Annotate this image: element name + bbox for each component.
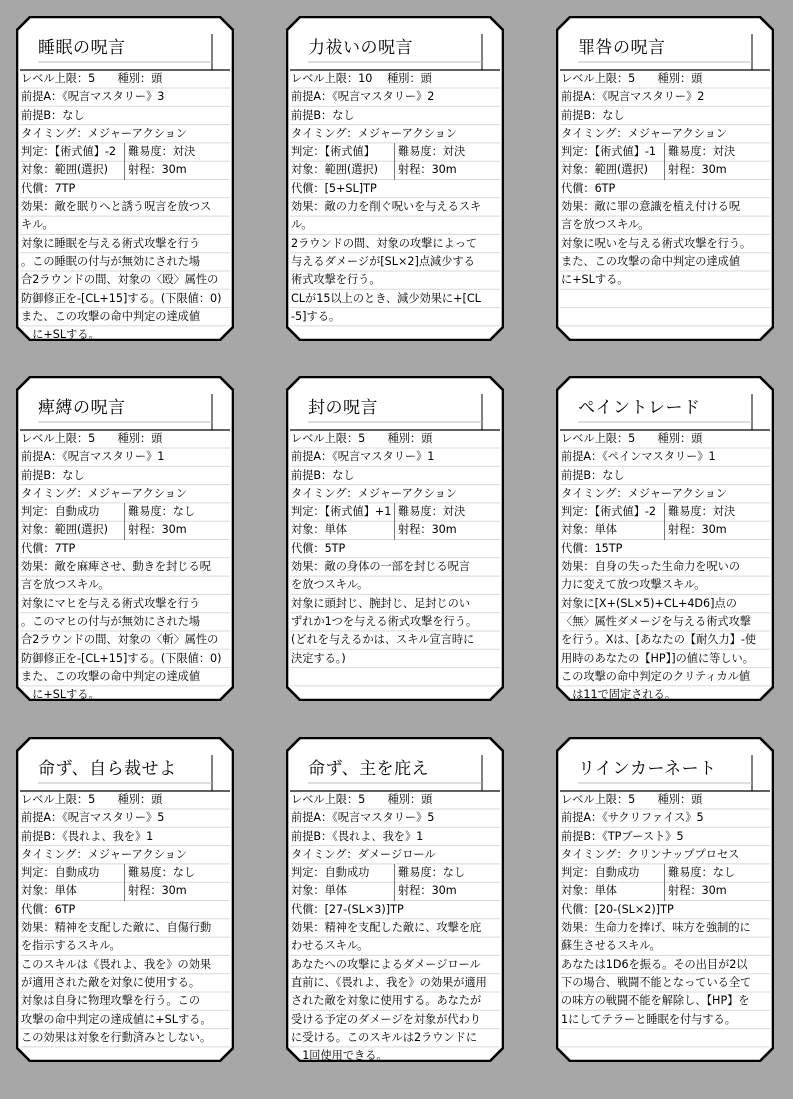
card-line-right: 難易度：対決 — [664, 503, 735, 521]
card-line: 合2ラウンドの間、対象の〈斬〉属性の — [21, 633, 219, 647]
card-line: 力に変えて放つ攻撃スキル。 — [561, 578, 706, 592]
card-line: 前提B：なし — [21, 108, 85, 122]
card-line: 。この睡眠の付与が無効にされた場 — [21, 254, 201, 268]
card-line: 1にしてテラーと睡眠を付与する。 — [561, 1012, 736, 1026]
card-line — [290, 161, 500, 179]
card-line: 効果：敵を麻痺させ、動きを封じる呪 — [21, 560, 211, 574]
card-line: ずれか1つを与える術式攻撃を行う。 — [291, 614, 478, 628]
card-line-right: 難易度：なし — [124, 503, 195, 521]
card-line: タイミング：メジャーアクション — [21, 126, 188, 140]
card-line: に+SLする。 — [21, 688, 100, 702]
card-line: 対象に[X+(SL×5)+CL+4D6]点の — [561, 596, 737, 610]
card-title: 睡眠の呪言 — [38, 38, 126, 58]
card-line-right: 射程：30m — [124, 521, 187, 539]
card-line — [290, 143, 500, 161]
card-line: 与えるダメージが[SL×2]点減少する — [291, 254, 475, 268]
card-line: 下の場合、戦闘不能となっている全て — [561, 975, 752, 989]
card-line: レベル上限：10 種別：頭 — [291, 72, 432, 85]
card-line: 〈無〉属性ダメージを与える術式攻撃 — [561, 614, 751, 628]
card-line: 代償：[20-(SL×2)]TP — [561, 902, 674, 916]
card-line: 言を放つスキル。 — [21, 578, 110, 592]
card-line: 決定する。) — [291, 651, 346, 665]
card-line: が適用された敵を対象に使用する。 — [21, 975, 201, 989]
card-line: キル。 — [21, 218, 54, 232]
card-line: 効果：敵に罪の意識を植え付ける呪 — [561, 200, 741, 214]
skill-card — [286, 16, 504, 341]
card-line: 前提B：なし — [291, 468, 355, 482]
card-line: 前提A：《呪言マスタリー》1 — [21, 450, 165, 464]
card-line-left: 対象：単体 — [561, 523, 617, 537]
card-line — [290, 882, 500, 900]
card-line: このスキルは《畏れよ、我を》の効果 — [21, 957, 212, 971]
card-line — [290, 326, 500, 344]
card-line: レベル上限：5 種別：頭 — [21, 793, 163, 806]
card-line: 効果：敵の身体の一部を封じる呪言 — [291, 560, 471, 574]
card-line: あなたは1D6を振る。その出目が2以 — [561, 957, 748, 971]
card-line-left: 対象：範囲(選択) — [291, 163, 379, 177]
card-line-left: 判定：【術式値】-2 — [21, 145, 117, 159]
card-line: 前提A：《呪言マスタリー》5 — [21, 811, 165, 825]
card-line: わせるスキル。 — [291, 939, 369, 953]
card-line: (どれを与えるかは、スキル宣言時に — [291, 633, 475, 647]
card-line: レベル上限：5 種別：頭 — [561, 432, 703, 445]
card-line-right: 難易度：対決 — [394, 503, 465, 521]
card-line: タイミング：メジャーアクション — [291, 126, 458, 140]
card-line: 代償：6TP — [561, 181, 616, 195]
card-line — [290, 864, 500, 882]
card-line-left: 対象：範囲(選択) — [561, 163, 649, 177]
card-body — [20, 430, 230, 704]
card-body — [290, 430, 500, 704]
card-line: 効果：自身の失った生命力を呪いの — [561, 560, 741, 574]
skill-card — [556, 16, 774, 341]
card-line — [20, 503, 230, 521]
skill-card — [16, 737, 234, 1062]
card-line: を指示するスキル。 — [21, 939, 121, 953]
card-line: 対象は自身に物理攻撃を行う。この — [21, 994, 201, 1008]
card-title: ペイントレード — [578, 398, 701, 418]
card-line: 効果：精神を支配した敵に、攻撃を庇 — [291, 921, 482, 935]
card-line: 効果：敵の力を削ぐ呪いを与えるスキ — [291, 200, 482, 214]
skill-card — [556, 737, 774, 1062]
card-line — [20, 521, 230, 539]
card-line: に+SLする。 — [21, 328, 100, 342]
card-line: 対象に睡眠を与える術式攻撃を行う — [21, 236, 201, 250]
skill-card — [556, 376, 774, 701]
card-line: を放つスキル。 — [291, 578, 369, 592]
card-line: レベル上限：5 種別：頭 — [291, 793, 433, 806]
card-line: タイミング：メジャーアクション — [561, 126, 728, 140]
card-line-left: 対象：単体 — [291, 523, 347, 537]
card-line: の味方の戦闘不能を解除し、【HP】を — [561, 994, 750, 1008]
card-line — [560, 503, 770, 521]
card-line: 効果：生命力を捧げ、味方を強制的に — [561, 921, 751, 935]
card-line: 前提A：《呪言マスタリー》2 — [561, 90, 705, 104]
card-title: 命ず、主を庇え — [308, 759, 430, 779]
card-line: 2ラウンドの間、対象の攻撃によって — [291, 236, 478, 250]
card-title: リインカーネート — [578, 759, 717, 779]
card-line — [20, 1047, 230, 1065]
card-body — [20, 70, 230, 344]
card-body — [560, 791, 770, 1065]
card-line-right: 射程：30m — [394, 161, 457, 179]
card-line: に+SLする。 — [561, 273, 629, 287]
card-line-right: 射程：30m — [394, 882, 457, 900]
card-line: -5]する。 — [291, 309, 341, 323]
card-title: 力祓いの呪言 — [308, 38, 413, 58]
card-line — [560, 161, 770, 179]
card-line — [560, 143, 770, 161]
card-line: タイミング：メジャーアクション — [561, 486, 728, 500]
card-line: レベル上限：5 種別：頭 — [561, 793, 703, 806]
card-line: 前提A：《サクリファイス》5 — [561, 811, 704, 825]
card-line — [290, 686, 500, 704]
card-line: された敵を対象に使用する。あなたが — [291, 994, 482, 1008]
card-line: また、この攻撃の命中判定の達成値 — [561, 254, 741, 268]
card-line — [560, 864, 770, 882]
card-line — [560, 1029, 770, 1047]
card-line: レベル上限：5 種別：頭 — [21, 432, 163, 445]
card-line: 前提B：なし — [291, 108, 355, 122]
card-title: 封の呪言 — [308, 398, 378, 418]
card-line: また、この攻撃の命中判定の達成値 — [21, 669, 201, 683]
card-line-right: 難易度：対決 — [394, 143, 465, 161]
card-line-left: 判定：【術式値】+1 — [291, 505, 392, 519]
card-body — [20, 791, 230, 1065]
card-line: 1回使用できる。 — [291, 1049, 388, 1063]
card-line: 代償：7TP — [21, 181, 76, 195]
card-line-left: 判定：【術式値】 — [291, 145, 375, 159]
card-line — [560, 308, 770, 326]
card-line: 攻撃の命中判定の達成値に+SLする。 — [21, 1012, 212, 1026]
card-line: 合2ラウンドの間、対象の〈殴〉属性の — [21, 273, 219, 287]
card-line: 代償：7TP — [21, 541, 76, 555]
card-line-right: 難易度：対決 — [664, 143, 735, 161]
card-line-right: 難易度：なし — [664, 864, 735, 882]
card-line-left: 判定：自動成功 — [291, 866, 370, 880]
card-line — [560, 882, 770, 900]
skill-card — [286, 737, 504, 1062]
card-line-right: 射程：30m — [124, 161, 187, 179]
card-line — [290, 668, 500, 686]
card-line: レベル上限：5 種別：頭 — [561, 72, 703, 85]
skill-card — [286, 376, 504, 701]
card-line-right: 難易度：対決 — [124, 143, 195, 161]
card-body — [290, 70, 500, 344]
card-line: 前提A：《呪言マスタリー》1 — [291, 450, 435, 464]
card-line: タイミング：メジャーアクション — [21, 486, 188, 500]
card-line: 前提A：《呪言マスタリー》5 — [291, 811, 435, 825]
card-line: 代償：[5+SL]TP — [291, 181, 377, 195]
card-line — [20, 161, 230, 179]
card-line: 直前に、《畏れよ、我を》の効果が適用 — [291, 975, 487, 989]
card-line-left: 対象：範囲(選択) — [21, 523, 109, 537]
card-line — [560, 290, 770, 308]
card-line: 前提A：《ペインマスタリー》1 — [561, 450, 716, 464]
card-line — [290, 503, 500, 521]
card-line: 防御修正を-[CL+15]する。(下限値：0) — [21, 291, 222, 305]
card-line: 。このマヒの付与が無効にされた場 — [21, 614, 201, 628]
card-line: 代償：[27-(SL×3)]TP — [291, 902, 404, 916]
card-line: タイミング：メジャーアクション — [21, 847, 188, 861]
card-line: 前提B：《畏れよ、我を》1 — [21, 829, 154, 843]
card-line: タイミング：メジャーアクション — [291, 486, 458, 500]
card-line: 代償：15TP — [561, 541, 623, 555]
card-line-right: 難易度：なし — [394, 864, 465, 882]
card-line: 効果：敵を眠りへと誘う呪言を放つス — [21, 200, 212, 214]
card-line: 対象に呪いを与える術式攻撃を行う。 — [561, 236, 752, 250]
card-line: 蘇生させるスキル。 — [561, 939, 661, 953]
card-line: レベル上限：5 種別：頭 — [21, 72, 163, 85]
card-line — [560, 521, 770, 539]
card-line: は11で固定される。 — [561, 688, 676, 702]
card-line: タイミング：ダメージロール — [291, 847, 436, 861]
card-line: また、この攻撃の命中判定の達成値 — [21, 309, 201, 323]
card-line: 対象にマヒを与える術式攻撃を行う — [21, 596, 201, 610]
card-line-left: 判定：自動成功 — [21, 505, 100, 519]
card-line-left: 対象：単体 — [291, 884, 347, 898]
card-line-right: 射程：30m — [664, 882, 727, 900]
card-line: あなたへの攻撃によるダメージロール — [291, 957, 481, 971]
card-line-left: 対象：単体 — [21, 884, 77, 898]
card-line: レベル上限：5 種別：頭 — [291, 432, 433, 445]
card-line: 効果：精神を支配した敵に、自傷行動 — [21, 921, 212, 935]
card-line-left: 対象：単体 — [561, 884, 617, 898]
card-line — [560, 326, 770, 344]
card-line: この効果は対象を行動済みとしない。 — [21, 1030, 212, 1044]
card-line — [560, 1047, 770, 1065]
card-line: 前提A：《呪言マスタリー》2 — [291, 90, 435, 104]
skill-card — [16, 376, 234, 701]
card-line: 用時のあなたの【HP】]の値に等しい。 — [561, 651, 754, 665]
card-body — [290, 791, 500, 1065]
card-line-right: 射程：30m — [664, 161, 727, 179]
card-line: 前提B：《畏れよ、我を》1 — [291, 829, 424, 843]
card-line-right: 射程：30m — [124, 882, 187, 900]
card-line: 前提B：なし — [21, 468, 85, 482]
card-line: 対象に頭封じ、腕封じ、足封じのい — [291, 596, 471, 610]
card-line: CLが15以上のとき、減少効果に+[CL — [291, 291, 481, 305]
card-line: 前提A：《呪言マスタリー》3 — [21, 90, 165, 104]
card-line: 受ける予定のダメージを対象が代わり — [291, 1012, 481, 1026]
card-line: 代償：5TP — [291, 541, 346, 555]
card-line: 術式攻撃を行う。 — [291, 273, 381, 287]
card-line: この攻撃の命中判定のクリティカル値 — [561, 669, 751, 683]
card-title: 痺縛の呪言 — [38, 398, 126, 418]
card-line — [20, 864, 230, 882]
card-line-left: 判定：【術式値】-2 — [561, 505, 657, 519]
card-line-right: 射程：30m — [394, 521, 457, 539]
card-line-right: 難易度：なし — [124, 864, 195, 882]
card-line: ル。 — [291, 218, 313, 232]
card-line: 言を放つスキル。 — [561, 218, 650, 232]
card-line: 前提B：《TPブースト》5 — [561, 829, 684, 843]
skill-card — [16, 16, 234, 341]
card-line-left: 判定：自動成功 — [561, 866, 640, 880]
card-line — [20, 882, 230, 900]
card-body — [560, 430, 770, 704]
card-line: を行う。Xは、[あなたの【耐久力】-使 — [561, 633, 757, 647]
card-line-right: 射程：30m — [664, 521, 727, 539]
card-line: 代償：6TP — [21, 902, 76, 916]
card-body — [560, 70, 770, 344]
card-line-left: 対象：範囲(選択) — [21, 163, 109, 177]
card-line: 前提B：なし — [561, 108, 625, 122]
card-line: 防御修正を-[CL+15]する。(下限値：0) — [21, 651, 222, 665]
card-line-left: 判定：【術式値】-1 — [561, 145, 657, 159]
card-line — [20, 143, 230, 161]
card-line: に受ける。このスキルは2ラウンドに — [291, 1030, 478, 1044]
card-title: 命ず、自ら裁せよ — [38, 759, 177, 779]
card-title: 罪咎の呪言 — [578, 38, 666, 58]
card-line-left: 判定：自動成功 — [21, 866, 100, 880]
card-line: 前提B：なし — [561, 468, 625, 482]
card-line: タイミング：クリンナッププロセス — [561, 847, 740, 861]
card-line — [290, 521, 500, 539]
